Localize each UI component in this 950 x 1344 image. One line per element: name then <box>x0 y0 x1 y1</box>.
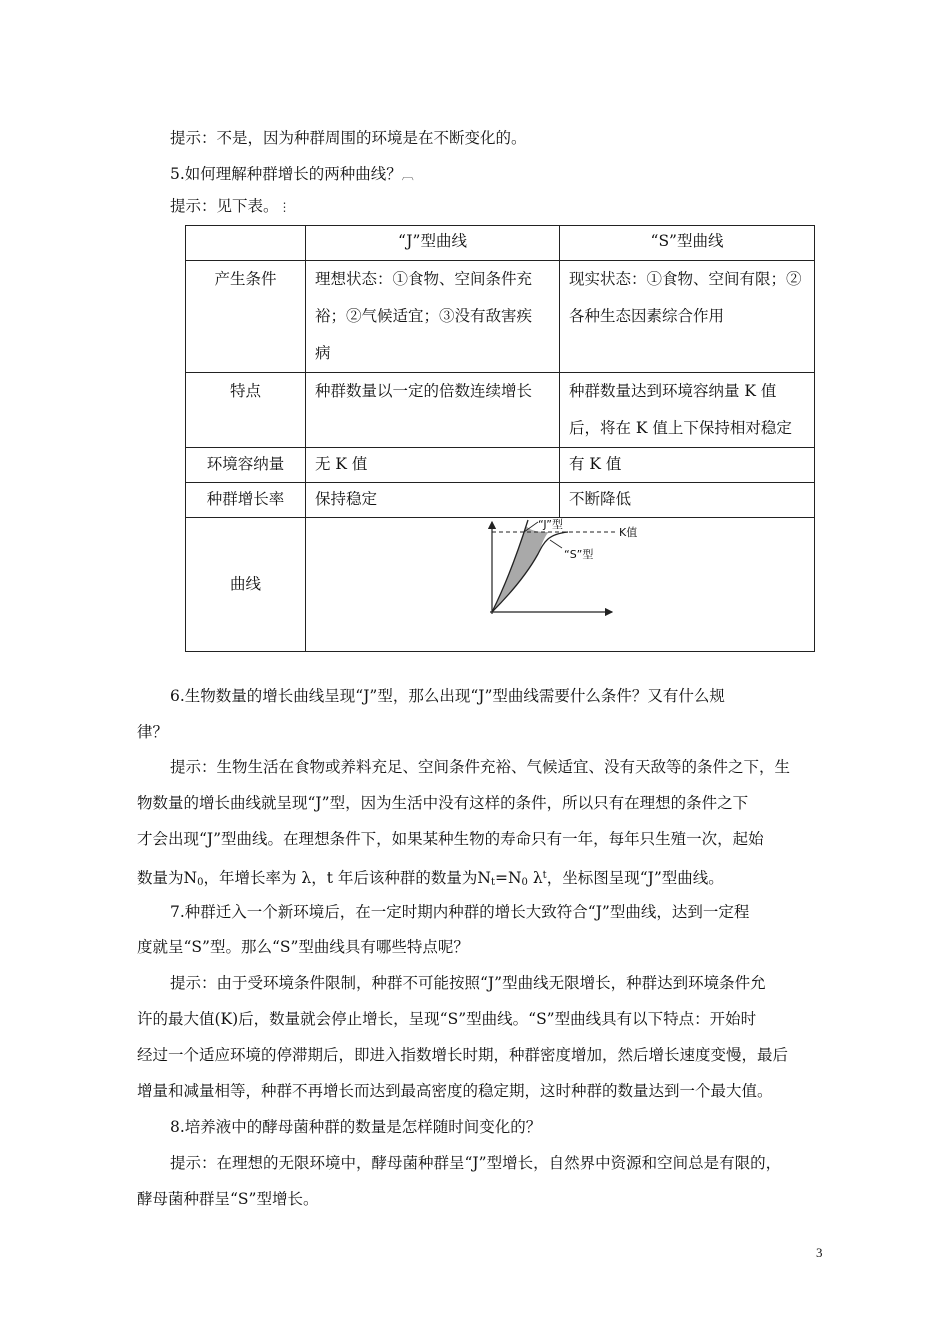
shaded-gap-area <box>492 526 550 612</box>
answer-6-line-2: 物数量的增长曲线就呈现“J”型，因为生活中没有这样的条件，所以只有在理想的条件之下 <box>137 794 749 812</box>
cell-s: 有 K 值 <box>560 448 815 483</box>
question-6-line-2: 律？ <box>137 723 169 741</box>
row-label: 曲线 <box>186 518 306 652</box>
hint-4: 提示：不是，因为种群周围的环境是在不断变化的。 <box>170 129 527 147</box>
page-number: 3 <box>816 1245 823 1260</box>
hint-5 <box>170 196 291 217</box>
formula-text: =N <box>494 869 522 887</box>
s-curve-label: “S”型 <box>564 548 594 561</box>
formula-sub: 0 <box>197 877 204 888</box>
header-empty <box>186 226 306 261</box>
question-7-line-2: 度就呈“S”型。那么“S”型曲线具有哪些特点呢？ <box>137 938 469 956</box>
cell-j <box>306 373 560 448</box>
header-j-curve: “J”型曲线 <box>306 226 560 261</box>
formula-text: ，年增长率为 λ，t 年后该种群的数量为N <box>203 869 491 887</box>
row-label: 特点 <box>186 373 306 448</box>
k-value-label: K值 <box>619 526 638 539</box>
table-row-conditions <box>186 261 815 373</box>
header-s-curve: “S”型曲线 <box>560 226 815 261</box>
cell-j: 无 K 值 <box>306 448 560 483</box>
row-label: 产生条件 <box>186 261 306 373</box>
answer-6-formula-line <box>137 866 724 893</box>
curve-figure-cell <box>306 518 815 652</box>
table-header-row <box>186 226 815 261</box>
cell-line: 各种生态因素综合作用 <box>569 307 725 325</box>
cell-line: 种群数量达到环境容纳量 K 值 <box>569 382 777 400</box>
row-label: 环境容纳量 <box>186 448 306 483</box>
row-label: 种群增长率 <box>186 483 306 518</box>
cell-line: 理想状态：①食物、空间条件充 <box>315 270 533 288</box>
answer-8-line-2: 酵母菌种群呈“S”型增长。 <box>137 1190 319 1208</box>
vertical-dots-mark: ⋮ <box>278 200 291 214</box>
bracket-mark: ︹ <box>401 168 414 182</box>
formula-sup: t <box>542 870 547 881</box>
question-7-line-1: 7.种群迁入一个新环境后，在一定时期内种群的增长大致符合“J”型曲线，达到一定程 <box>170 903 750 921</box>
j-curve-label: “J”型 <box>538 518 563 531</box>
curve-comparison-table <box>185 225 815 652</box>
table-row-capacity <box>186 448 815 483</box>
answer-8-line-1: 提示：在理想的无限环境中，酵母菌种群呈“J”型增长，自然界中资源和空间总是有限的， <box>170 1154 782 1172</box>
formula-sub: t <box>490 877 495 888</box>
cell-s: 不断降低 <box>560 483 815 518</box>
cell-line: 后，将在 K 值上下保持相对稳定 <box>569 419 792 437</box>
cell-s <box>560 373 815 448</box>
table-row-growth-rate <box>186 483 815 518</box>
question-8: 8.培养液中的酵母菌种群的数量是怎样随时间变化的？ <box>170 1118 542 1136</box>
table-row-features <box>186 373 815 448</box>
formula-text: 数量为N <box>137 869 198 887</box>
answer-7-line-4: 增量和减量相等，种群不再增长而达到最高密度的稳定期，这时种群的数量达到一个最大值。 <box>137 1082 773 1100</box>
cell-line: 病 <box>315 344 331 362</box>
cell-s <box>560 261 815 373</box>
cell-line: 种群数量以一定的倍数连续增长 <box>315 382 533 400</box>
question-6-line-1: 6.生物数量的增长曲线呈现“J”型，那么出现“J”型曲线需要什么条件？又有什么规 <box>170 687 725 705</box>
answer-6-line-3: 才会出现“J”型曲线。在理想条件下，如果某种生物的寿命只有一年，每年只生殖一次，起始 <box>137 830 764 848</box>
formula-text: ，坐标图呈现“J”型曲线。 <box>546 869 724 887</box>
answer-6-line-1: 提示：生物生活在食物或养料充足、空间条件充裕、气候适宜、没有天敌等的条件之下，生 <box>170 758 791 776</box>
s-label-leader <box>550 540 562 548</box>
growth-curve-figure <box>306 518 815 651</box>
cell-line: 现实状态：①食物、空间有限；② <box>569 270 802 288</box>
table-row-curve <box>186 518 815 652</box>
hint-5-text: 提示：见下表。 <box>170 197 279 215</box>
cell-j: 保持稳定 <box>306 483 560 518</box>
cell-line: 裕；②气候适宜；③没有敌害疾 <box>315 307 533 325</box>
answer-7-line-1: 提示：由于受环境条件限制，种群不可能按照“J”型曲线无限增长，种群达到环境条件允 <box>170 974 766 992</box>
question-5-text: 5.如何理解种群增长的两种曲线？ <box>170 165 402 183</box>
cell-j <box>306 261 560 373</box>
answer-7-line-3: 经过一个适应环境的停滞期后，即进入指数增长时期，种群密度增加，然后增长速度变慢，最后 <box>137 1046 789 1064</box>
answer-7-line-2: 许的最大值(K)后，数量就会停止增长，呈现“S”型曲线。“S”型曲线具有以下特点：开始时 <box>137 1010 757 1028</box>
formula-text: λ <box>527 869 543 887</box>
question-5 <box>170 164 414 185</box>
formula-sub: 0 <box>521 877 528 888</box>
